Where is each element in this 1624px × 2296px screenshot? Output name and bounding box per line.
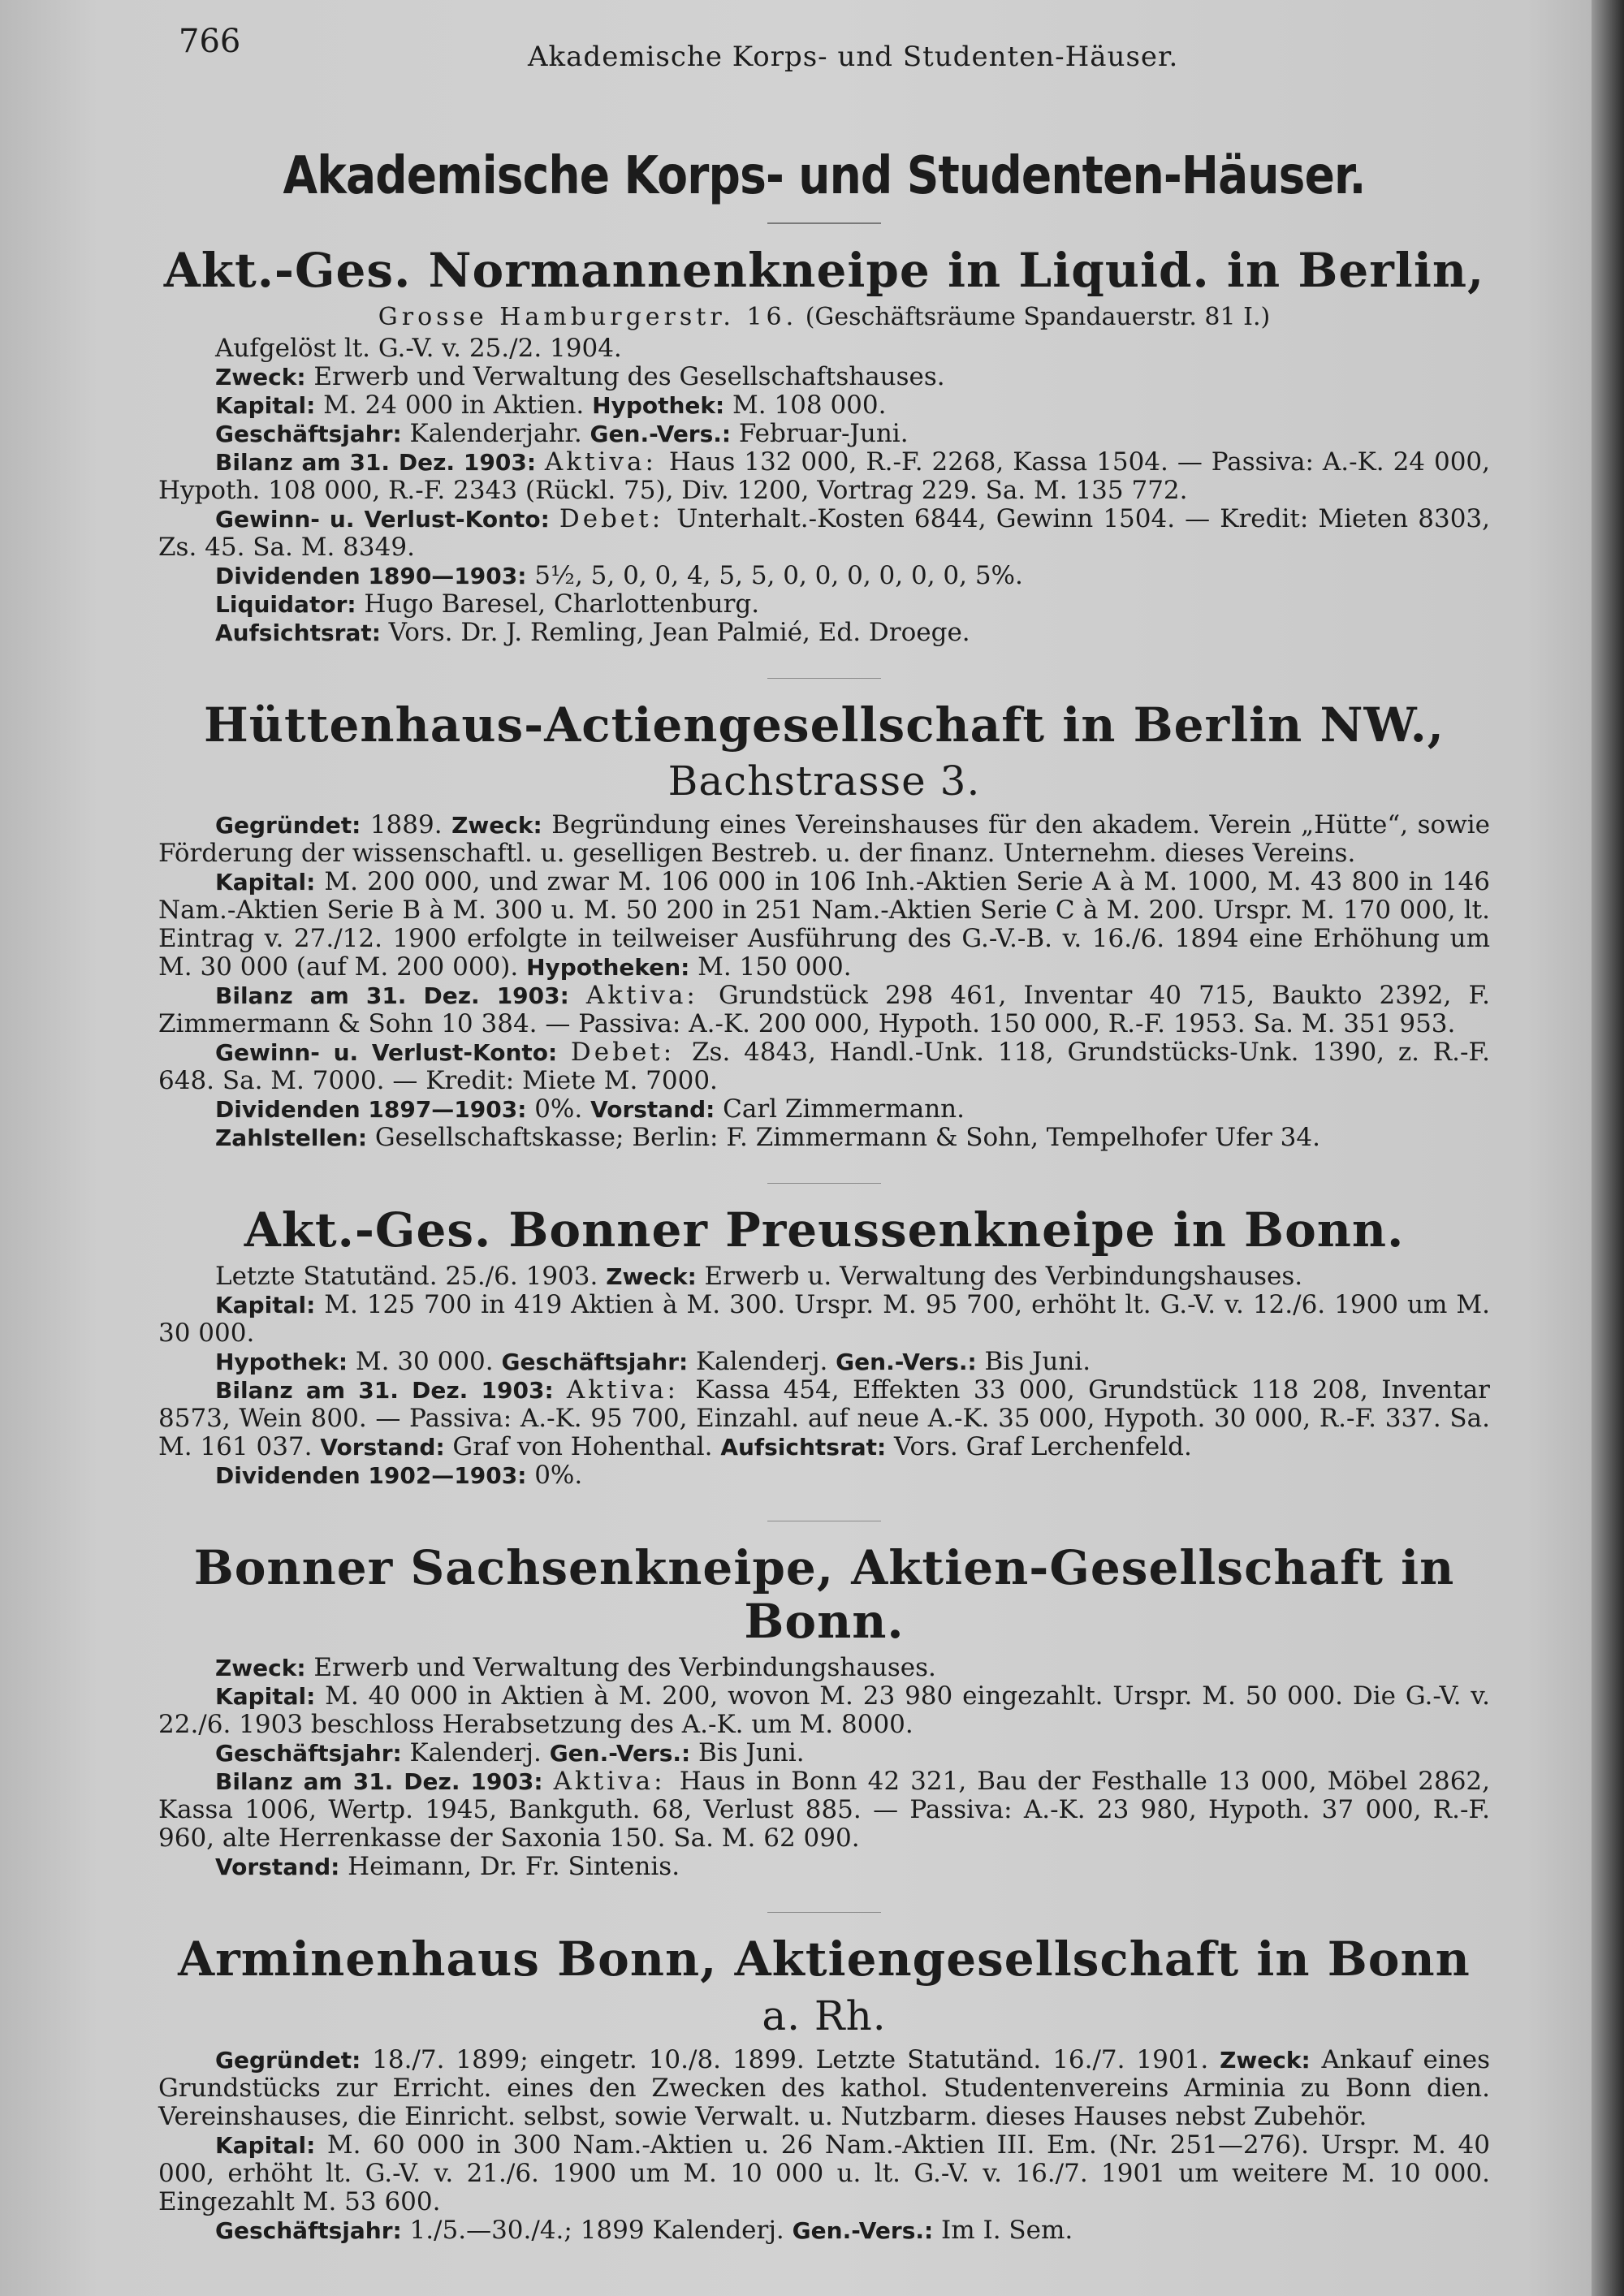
field-sublabel: Debet: (570, 1038, 692, 1068)
field-label: Vorstand: (320, 1433, 453, 1461)
entry-line (158, 334, 1490, 363)
company-entry (158, 698, 1490, 1152)
entry-line (158, 1767, 1490, 1853)
entry-line (158, 2131, 1490, 2216)
field-value: Vors. Dr. J. Remling, Jean Palmié, Ed. Droege. (388, 617, 970, 647)
field-label: Geschäftsjahr: (215, 420, 410, 447)
field-label: Gegründet: (215, 2046, 373, 2074)
field-value: M. 40 000 in Aktien à M. 200, wovon M. 23 980 eingezahlt. Urspr. M. 50 000. Die G.-V. v. 22./6. 1903 beschloss Herabsetzung des A.-K. um M. 8000. (158, 1681, 1490, 1740)
field-value: 5½, 5, 0, 0, 4, 5, 5, 0, 0, 0, 0, 0, 0, 5%. (534, 560, 1023, 590)
field-value: 1889. (369, 810, 452, 840)
divider-line (767, 678, 881, 679)
field-label: Gegründet: (215, 812, 370, 839)
company-entry (158, 244, 1490, 647)
field-label: Vorstand: (215, 1854, 348, 1881)
page-number: 766 (179, 23, 241, 60)
field-label: Hypothek: (215, 1348, 356, 1375)
entry-line (158, 2216, 1490, 2245)
entry-line (158, 982, 1490, 1038)
entry-address (158, 303, 1490, 331)
divider-line (767, 1183, 881, 1184)
field-label: Gen.-Vers.: (549, 1740, 698, 1767)
field-sublabel: Debet: (559, 503, 677, 533)
field-value: 0%. (534, 1094, 591, 1124)
field-label: Aufsichtsrat: (215, 619, 389, 646)
field-label: Gen.-Vers.: (836, 1348, 985, 1375)
field-value: M. 150 000. (698, 952, 852, 982)
entry-divider (158, 1901, 1490, 1916)
field-value: Im I. Sem. (940, 2215, 1073, 2245)
entry-line (158, 1739, 1490, 1767)
field-label: Gewinn- u. Verlust-Konto: (215, 505, 559, 533)
field-value: Gesellschaftskasse; Berlin: F. Zimmermann & Sohn, Tempelhofer Ufer 34. (374, 1123, 1320, 1153)
field-value: M. 200 000, und zwar M. 106 000 in 106 Inh.-Aktien Serie A à M. 1000, M. 43 800 in 146 Nam.-Aktien Serie B à M. 300 u. M. 50 200 in 251 Nam.-Aktien Serie C à M. 200. Urspr. M. 170 000, lt. Eintrag v. 27./12. 1900 erfolgte in teilweiser Ausführung des G.-V.-B. v. 16./6. 1894 eine Erhöhung um M. 30 000 (auf M. 200 000). (158, 867, 1490, 982)
entry-line (158, 505, 1490, 562)
entry-line (158, 1376, 1490, 1461)
field-value: Erwerb und Verwaltung des Verbindungshauses. (313, 1653, 936, 1683)
entry-line (158, 562, 1490, 590)
field-label: Bilanz am 31. Dez. 1903: (215, 982, 586, 1010)
field-label: Zweck: (1220, 2046, 1322, 2074)
field-value: M. 30 000. (355, 1346, 502, 1376)
company-entry (158, 1541, 1490, 1881)
divider (767, 222, 881, 224)
field-sublabel: Aktiva: (566, 1375, 696, 1405)
address-street: Grosse Hamburgerstr. 16. (378, 302, 798, 331)
entry-line (158, 811, 1490, 868)
field-label: Dividenden 1890—1903: (215, 562, 535, 589)
line-text: Aufgelöst lt. G.-V. v. 25./2. 1904. (215, 333, 622, 363)
field-value: Graf von Hohenthal. (452, 1431, 721, 1461)
field-sublabel: Aktiva: (553, 1767, 680, 1797)
entry-line (158, 1853, 1490, 1881)
field-value: Unterhalt.-Kosten 6844, Gewinn 1504. — Kredit: Mieten 8303, Zs. 45. Sa. M. 8349. (158, 503, 1491, 562)
entry-line (158, 1038, 1490, 1095)
field-value: 0%. (534, 1460, 583, 1490)
field-value: Zs. 4843, Handl.-Unk. 118, Grundstücks-Unk. 1390, z. R.-F. 648. Sa. M. 7000. — Kredit: Miete M. 7000. (158, 1038, 1491, 1096)
field-value: Carl Zimmermann. (723, 1094, 965, 1124)
address-note: (Geschäftsräume Spandauerstr. 81 I.) (805, 302, 1271, 331)
running-head (179, 23, 1494, 71)
entry-title (158, 1932, 1490, 2040)
field-label: Geschäftsjahr: (501, 1348, 696, 1375)
field-label: Kapital: (215, 1291, 325, 1318)
section-title: Akademische Korps- und Studenten-Häuser. (283, 146, 1366, 206)
field-value: Bis Juni. (698, 1738, 805, 1768)
entry-line (158, 868, 1490, 982)
entry-line (158, 1348, 1490, 1376)
field-value: M. 108 000. (732, 390, 887, 420)
running-title: Akademische Korps- und Studenten-Häuser. (528, 41, 1179, 73)
field-label: Dividenden 1902—1903: (215, 1461, 535, 1489)
field-value: Erwerb und Verwaltung des Gesellschaftshauses. (313, 361, 945, 391)
field-label: Kapital: (215, 1683, 326, 1711)
field-label: Zweck: (215, 363, 314, 391)
field-value: Kalenderj. (695, 1346, 836, 1376)
field-value: Haus in Bonn 42 321, Bau der Festhalle 13 000, Möbel 2862, Kassa 1006, Wertp. 1945, Bankguth. 68, Verlust 885. — Passiva: A.-K. 23 980, Hypoth. 37 000, R.-F. 960, alte Herrenkasse der Saxonia 150. Sa. M. 62 090. (158, 1767, 1490, 1854)
field-value: Ankauf eines Grundstücks zur Erricht. eines den Zwecken des kathol. Studentenvereins Arminia zu Bonn dien. Vereinshauses, die Einricht. selbst, sowie Verwalt. u. Nutzbarm. dieses Hauses nebst Zubehör. (158, 2044, 1490, 2131)
field-value: 18./7. 1899; eingetr. 10./8. 1899. Letzte Statutänd. 16./7. 1901. (372, 2044, 1220, 2074)
entry-title (158, 244, 1490, 298)
field-label: Hypothek: (592, 391, 732, 419)
entry-title-suffix: Bachstrasse 3. (667, 757, 981, 805)
field-value: Kassa 454, Effekten 33 000, Grundstück 118 208, Inventar 8573, Wein 800. — Passiva: A.-K. 95 700, Einzahl. auf neue A.-K. 35 000, Hypoth. 30 000, R.-F. 337. Sa. M. 161 037. (158, 1375, 1491, 1461)
field-value: M. 24 000 in Aktien. (323, 390, 593, 420)
field-value: Kalenderjahr. (409, 418, 590, 448)
entry-title (158, 698, 1490, 806)
field-value: Erwerb u. Verwaltung des Verbindungshauses. (704, 1261, 1303, 1291)
entry-title-text: Bonner Sachsenkneipe, Aktien-Gesellschaft in Bonn. (193, 1539, 1455, 1650)
field-label: Bilanz am 31. Dez. 1903: (215, 1768, 554, 1796)
field-label: Kapital: (215, 869, 325, 896)
field-value: Hugo Baresel, Charlottenburg. (364, 589, 760, 619)
line-text: Letzte Statutänd. 25./6. 1903. (215, 1261, 607, 1291)
company-entry (158, 1203, 1490, 1490)
field-label: Bilanz am 31. Dez. 1903: (215, 1376, 567, 1404)
entry-title-text: Akt.-Ges. Normannenkneipe in Liquid. in Berlin, (163, 243, 1485, 298)
field-label: Liquidator: (215, 590, 365, 618)
field-label: Vorstand: (590, 1096, 723, 1124)
field-label: Gewinn- u. Verlust-Konto: (215, 1039, 571, 1067)
entry-divider (158, 667, 1490, 682)
field-label: Aufsichtsrat: (720, 1433, 894, 1461)
field-label: Gen.-Vers.: (792, 2216, 941, 2244)
field-value: Kalenderj. (409, 1738, 550, 1768)
field-label: Gen.-Vers.: (590, 420, 739, 447)
field-value: M. 60 000 in 300 Nam.-Aktien u. 26 Nam.-Aktien III. Em. (Nr. 251—276). Urspr. M. 40 000, erhöht lt. G.-V. v. 21./6. 1900 um M. 10 000 u. lt. G.-V. v. 16./7. 1901 um weitere M. 10 000. Eingezahlt M. 53 600. (158, 2130, 1490, 2216)
entry-line (158, 1262, 1490, 1291)
entry-line (158, 590, 1490, 619)
entry-line (158, 619, 1490, 647)
field-value: Haus 132 000, R.-F. 2268, Kassa 1504. — Passiva: A.-K. 24 000, Hypoth. 108 000, R.-F. 2343 (Rückl. 75), Div. 1200, Vortrag 229. Sa. M. 135 772. (158, 447, 1491, 505)
field-label: Dividenden 1897—1903: (215, 1096, 535, 1124)
field-value: Bis Juni. (984, 1346, 1091, 1376)
entry-line (158, 1095, 1490, 1124)
entry-title-suffix: a. Rh. (762, 1992, 887, 2039)
entry-divider (158, 1509, 1490, 1525)
field-label: Kapital: (215, 2131, 327, 2159)
field-label: Zweck: (606, 1262, 705, 1290)
field-value: Februar-Juni. (738, 418, 909, 448)
field-value: Vors. Graf Lerchenfeld. (893, 1431, 1192, 1461)
field-label: Geschäftsjahr: (215, 1740, 410, 1767)
field-label: Kapital: (215, 391, 324, 419)
page-edge-shadow (1592, 0, 1624, 2296)
entries-list (158, 244, 1490, 2245)
field-label: Bilanz am 31. Dez. 1903: (215, 448, 545, 476)
page-content (158, 146, 1490, 2264)
field-label: Zweck: (215, 1655, 314, 1682)
company-entry (158, 1932, 1490, 2244)
field-label: Geschäftsjahr: (215, 2216, 410, 2244)
field-value: Heimann, Dr. Fr. Sintenis. (348, 1852, 680, 1882)
entry-line (158, 1124, 1490, 1152)
entry-title (158, 1541, 1490, 1649)
field-value: 1./5.—30./4.; 1899 Kalenderj. (409, 2215, 793, 2245)
entry-line (158, 391, 1490, 420)
entry-title (158, 1203, 1490, 1258)
field-value: Grundstück 298 461, Inventar 40 715, Baukto 2392, F. Zimmermann & Sohn 10 384. — Passiva: A.-K. 200 000, Hypoth. 150 000, R.-F. 1953. Sa. M. 351 953. (158, 981, 1490, 1039)
entry-divider (158, 1172, 1490, 1187)
entry-line (158, 1682, 1490, 1739)
field-label: Zweck: (451, 812, 552, 839)
entry-line (158, 363, 1490, 391)
entry-title-text: Arminenhaus Bonn, Aktiengesellschaft in Bonn (178, 1931, 1471, 1987)
entry-title-text: Hüttenhaus-Actiengesellschaft in Berlin NW., (203, 697, 1445, 753)
entry-line (158, 2046, 1490, 2131)
entry-line (158, 1461, 1490, 1490)
entry-title-text: Akt.-Ges. Bonner Preussenkneipe in Bonn. (244, 1202, 1405, 1258)
field-label: Zahlstellen: (215, 1124, 375, 1152)
field-label: Hypotheken: (526, 954, 698, 982)
entry-line (158, 1291, 1490, 1348)
entry-line (158, 1654, 1490, 1682)
field-sublabel: Aktiva: (585, 981, 719, 1011)
field-sublabel: Aktiva: (544, 447, 669, 477)
entry-line (158, 448, 1490, 505)
field-value: Begründung eines Vereinshauses für den akadem. Verein „Hütte“, sowie Förderung der wissenschaftl. u. geselligen Bestreb. u. der finanz. Unternehm. dieses Vereins. (158, 810, 1490, 869)
entry-line (158, 420, 1490, 448)
field-value: M. 125 700 in 419 Aktien à M. 300. Urspr. M. 95 700, erhöht lt. G.-V. v. 12./6. 1900 um M. 30 000. (158, 1289, 1490, 1348)
divider-line (767, 1912, 881, 1913)
